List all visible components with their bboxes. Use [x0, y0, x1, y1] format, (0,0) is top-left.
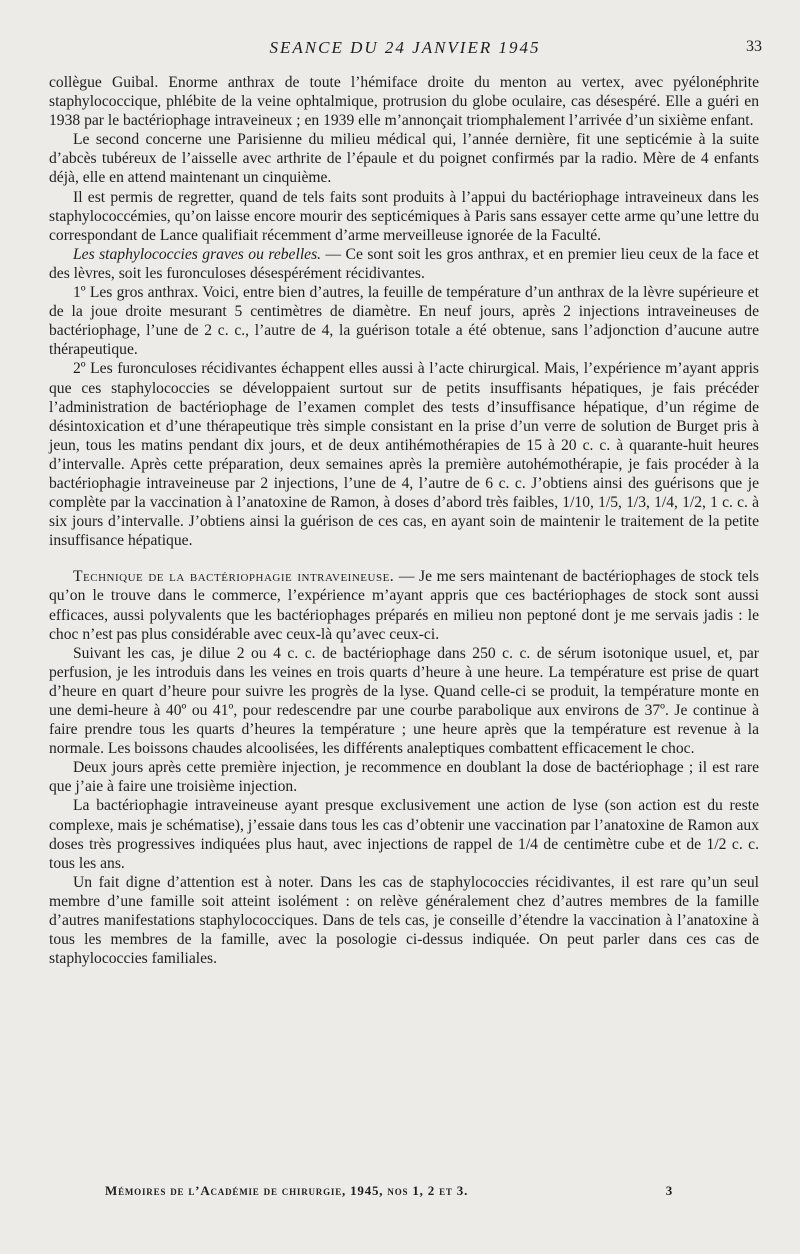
paragraph: Deux jours après cette première injection, je recommence en doublant la dose de bactériophage ; il est rare que j’aie à faire une troisième injection. — [49, 759, 759, 796]
paragraph: Le second concerne une Parisienne du milieu médical qui, l’année dernière, fit une septicémie à la suite d’abcès tubéreux de l’aisselle avec arthrite de l’épaule et du poignet confirmés par la radio. Mère de 4 enfants déjà, elle en attend maintenant un cinquième. — [49, 131, 759, 187]
header-title: SEANCE DU 24 JANVIER 1945 — [269, 38, 541, 57]
footer-citation: Mémoires de l’Académie de chirurgie, 1945, nos 1, 2 et 3. — [105, 1183, 469, 1198]
paragraph-rebelles — [49, 245, 759, 283]
section-heading-italic: Les staphylococcies graves ou rebelles. — [73, 245, 322, 263]
journal-footer — [105, 1183, 673, 1199]
paragraph: Un fait digne d’attention est à noter. Dans les cas de staphylococcies récidivantes, il est rare qu’un seul membre d’une famille soit atteint isolément : on relève généralement chez d’autres membres de la famille d’autres manifestations staphylococciques. Dans de tels cas, je conseille d’étendre la vaccination à l’anatoxine à tous les membres de la famille, avec la posologie ci-dessus indiquée. On peut parler dans ces cas de staphylococcies familiales. — [49, 873, 759, 968]
paragraph-technique — [49, 567, 759, 643]
signature-mark: 3 — [665, 1183, 673, 1198]
paragraph: collègue Guibal. Enorme anthrax de toute l’hémiface droite du menton au vertex, avec pyélonéphrite staphylococcique, phlébite de la veine ophtalmique, protrusion du globe oculaire, cas désespéré. Elle a guéri en 1938 par le bactériophage intraveineux ; en 1939 elle m’annonçait triomphalement l’arrivée d’un sixième enfant. — [49, 74, 759, 130]
paragraph: La bactériophagie intraveineuse ayant presque exclusivement une action de lyse (son action est du reste complexe, mais je schématise), j’essaie dans tous les cas d’obtenir une vaccination par l’anatoxine de Ramon aux doses très progressives indiquées plus haut, avec injections de rappel de 1/4 de centimètre cube et de 1/2 c. c. tous les ans. — [49, 797, 759, 872]
paragraph: Il est permis de regretter, quand de tels faits sont produits à l’appui du bactériophage intraveineux dans les staphylococcémies, qu’on laisse encore mourir des septicémiques à Paris sans essayer cette arme qu’une lettre du correspondant de Lance qualifiait récemment d’arme merveilleuse ignorée de la Faculté. — [49, 188, 759, 244]
running-header — [48, 38, 762, 62]
paragraph-text: — Je me sers maintenant de bactériophages de stock tels qu’on le trouve dans le commerce, l’expérience m’ayant appris que ces bactériophages de stock sont aussi efficaces, aussi polyvalents que les bactériophages préparés en milieu non peptoné dont je me servais jadis : le choc n’est pas plus considérable avec ceux-là qu’avec ceux-ci. — [49, 568, 759, 643]
body-text — [49, 73, 759, 968]
paragraph-text: — Ce sont soit les gros anthrax, et en premier lieu ceux de la face et des lèvres, soit les furonculoses désespérément récidivantes. — [49, 245, 759, 282]
paragraph: 2º Les furonculoses récidivantes échappent elles aussi à l’acte chirurgical. Mais, l’expérience m’ayant appris que ces staphylococcies se développaient surtout sur de petits insuffisants hépatiques, je fais précéder l’administration de bactériophage de l’examen complet des tests d’insuffisance hépatique, d’un régime de désintoxication et d’une thérapeutique très simple consistant en la prise d’un verre de solution de Burget pris à jeun, tous les matins pendant dix jours, et de deux antihémothérapies de 15 à 20 c. c. à quarante-huit heures d’intervalle. Après cette préparation, deux semaines après la première autohémothérapie, je fais procéder à la bactériophagie intraveineuse par 2 injections, l’une de 4, l’autre de 6 c. c. J’obtiens ainsi des guérisons que je complète par la vaccination à l’anatoxine de Ramon, à doses d’abord très faibles, 1/10, 1/5, 1/3, 1/4, 1/2, 1 c. c. à six jours d’intervalle. J’obtiens ainsi la guérison de ces cas, en ayant soin de maintenir le traitement de la petite insuffisance hépatique. — [49, 360, 759, 550]
page-number: 33 — [746, 38, 762, 55]
paragraph: 1º Les gros anthrax. Voici, entre bien d’autres, la feuille de température d’un anthrax de la lèvre supérieure et de la joue droite mesurant 5 centimètres de diamètre. En neuf jours, après 2 injections intraveineuses de bactériophage, l’une de 2 c. c., l’autre de 4, la guérison totale a été obtenue, sans l’adjonction d’aucune autre thérapeutique. — [49, 284, 759, 359]
paragraph: Suivant les cas, je dilue 2 ou 4 c. c. de bactériophage dans 250 c. c. de sérum isotonique usuel, et, par perfusion, je les introduis dans les veines en trois quarts d’heure à une heure. La température est prise de quart d’heure en quart d’heure pour suivre les progrès de la lyse. Quand celle-ci se produit, la température monte en une demi-heure à 40º ou 41º, pour redescendre par une courbe parabolique aux environs de 37º. Je continue à faire prendre tous les quarts d’heures la température ; une heure après que la température est revenue à la normale. Les boissons chaudes alcoolisées, les différents analeptiques combattent efficacement le choc. — [49, 644, 759, 758]
section-heading-smallcaps: Technique de la bactériophagie intraveineuse. — [73, 568, 395, 586]
